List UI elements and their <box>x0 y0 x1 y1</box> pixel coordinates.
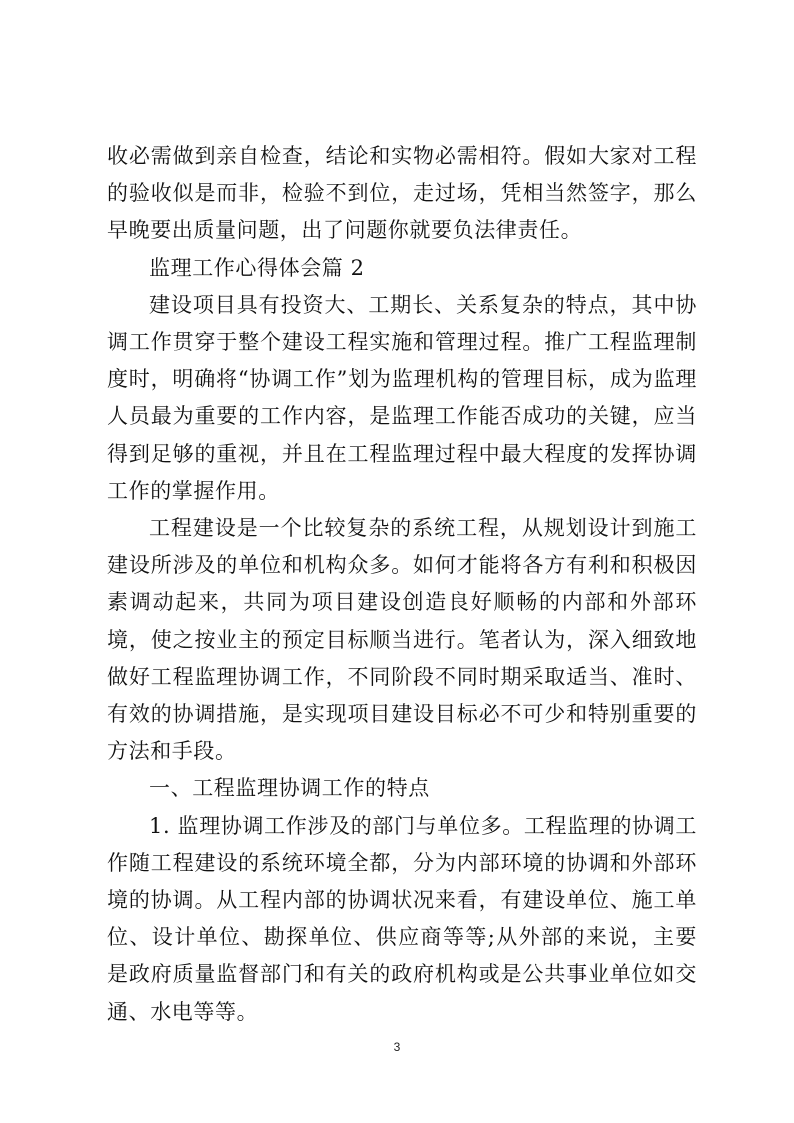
subheading-characteristics: 一、工程监理协调工作的特点 <box>149 776 430 801</box>
paragraph-continuation: 收必需做到亲自检查，结论和实物必需相符。假如大家对工程的验收似是而非，检验不到位，走过场，凭相当然签字，那么早晚要出质量问题，出了问题你就要负法律责任。 <box>107 144 697 243</box>
paragraph-point-1: 1. 监理协调工作涉及的部门与单位多。工程监理的协调工作随工程建设的系统环境全都，分为内部环境的协调和外部环境的协调。从工程内部的协调状况来看，有建设单位、施工单位、设计单位、勘探单位、供应商等等;从外部的来说，主要是政府质量监督部门和有关的政府机构或是公共事业单位如交通、水电等等。 <box>107 813 697 1024</box>
body-text <box>107 138 697 1031</box>
page-number: 3 <box>393 1040 401 1054</box>
section-heading-part-2: 监理工作心得体会篇 2 <box>149 255 365 280</box>
paragraph-system-engineering: 工程建设是一个比较复杂的系统工程，从规划设计到施工建设所涉及的单位和机构众多。如何才能将各方有利和积极因素调动起来，共同为项目建设创造良好顺畅的内部和外部环境，使之按业主的预定目标顺当进行。笔者认为，深入细致地做好工程监理协调工作，不同阶段不同时期采取适当、准时、有效的协调措施，是实现项目建设目标必不可少和特别重要的方法和手段。 <box>107 516 697 764</box>
paragraph-intro: 建设项目具有投资大、工期长、关系复杂的特点，其中协调工作贯穿于整个建设工程实施和管理过程。推广工程监理制度时，明确将“协调工作”划为监理机构的管理目标，成为监理人员最为重要的工作内容，是监理工作能否成功的关键，应当得到足够的重视，并且在工程监理过程中最大程度的发挥协调工作的掌握作用。 <box>107 292 697 503</box>
